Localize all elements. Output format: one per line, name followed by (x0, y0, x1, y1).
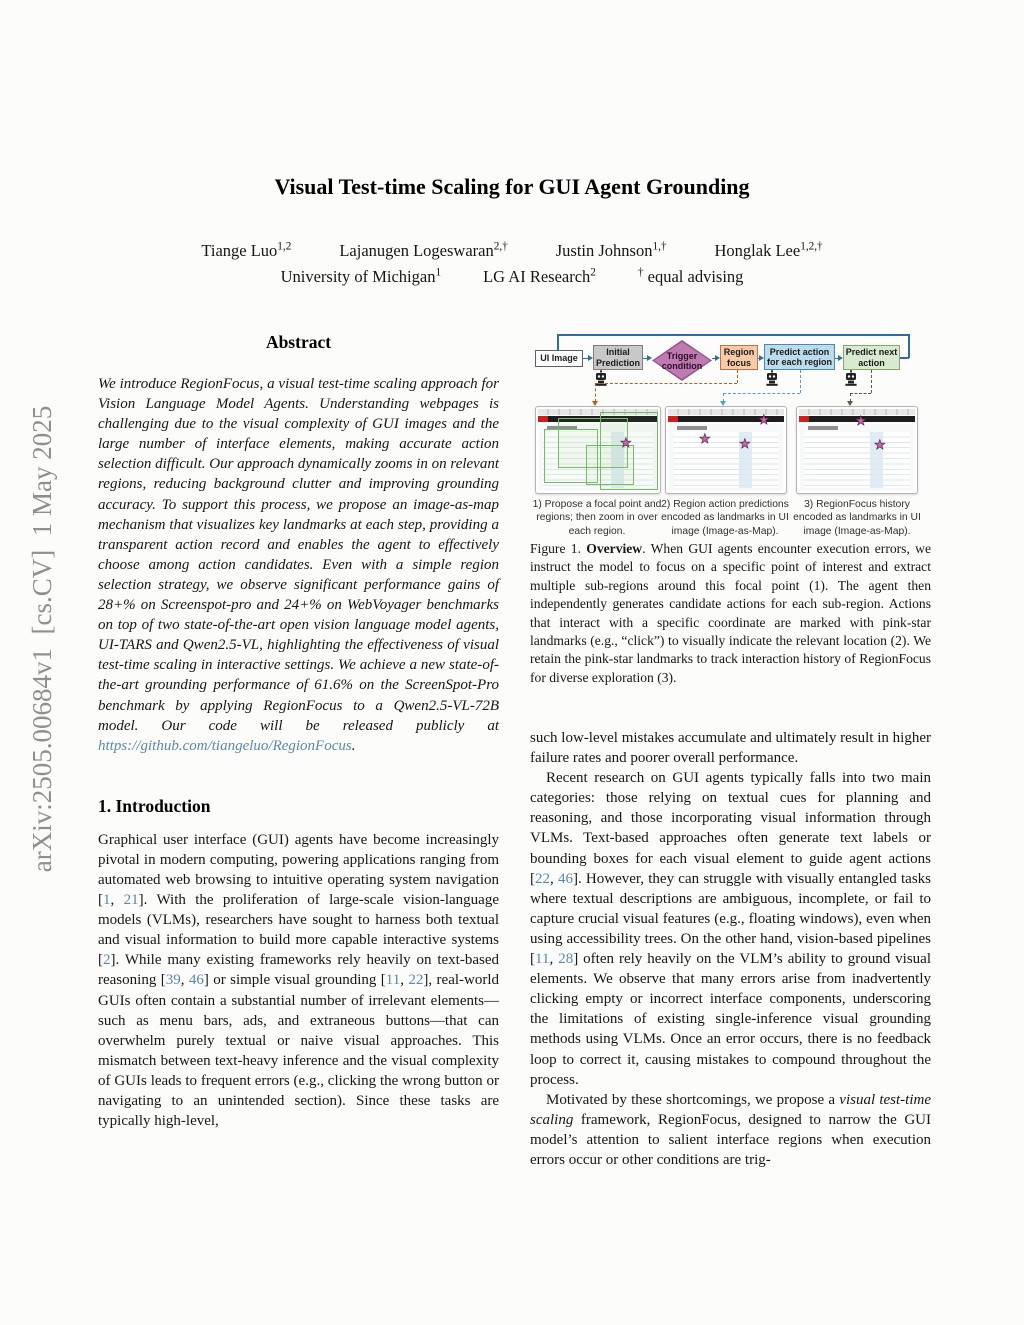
diamond-label: Trigger condition (661, 350, 703, 371)
text-run: , (550, 870, 558, 887)
site-logo (668, 416, 678, 422)
flowchart-node-initial-prediction: Initial Prediction (593, 345, 643, 370)
text-run: , (549, 951, 559, 968)
text-run: Figure 1. (530, 541, 587, 556)
connector-region-to-panel1 (595, 383, 737, 384)
text-run: . (351, 737, 356, 754)
affiliation-list (0, 267, 1024, 287)
text-run: Graphical user interface (GUI) agents have become increasingly pivotal in modern computing, powering applications ranging from automated web browsing to intuitive operating system navigation [ (98, 831, 499, 909)
stats-table (804, 432, 910, 488)
flowchart-node-trigger-condition (652, 340, 712, 381)
flowchart-node-region-focus: Region focus (720, 345, 758, 370)
paper-title: Visual Test-time Scaling for GUI Agent Grounding (274, 174, 750, 199)
equal-advising-note (638, 267, 744, 287)
citation-link[interactable]: 22 (408, 972, 424, 989)
connector-action-to-panel2 (723, 393, 800, 394)
external-link[interactable]: https://github.com/tiangeluo/RegionFocus (98, 737, 352, 754)
left-column (98, 330, 499, 1131)
affiliation-superscript: 2 (590, 266, 596, 279)
citation-link[interactable]: 11 (535, 951, 550, 968)
pink-star-icon: ★ (855, 414, 867, 429)
citation-link[interactable]: 11 (385, 972, 401, 989)
author (715, 241, 823, 261)
citation-link[interactable]: 2 (103, 952, 111, 969)
pink-star-icon: ★ (874, 438, 886, 453)
body-paragraph (530, 1090, 931, 1170)
body-paragraph (530, 768, 931, 1090)
connector-action-to-panel2 (800, 370, 801, 393)
pink-star-icon: ★ (739, 437, 751, 452)
text-run: ], real-world GUIs often contain a substantial number of irrelevant elements—such as menu bars, ads, and extraneous buttons—that can overwhelm purely textual or naive visual approaches. This mismatch between text-heavy inference and the visual complexity of GUIs leads to frequent errors (e.g., clicking the wrong button or navigating to an unintended section). Since these tasks are typically high-level, (98, 972, 500, 1130)
panel-screenshot-3 (796, 406, 918, 494)
site-logo (799, 416, 809, 422)
figure-caption (530, 540, 931, 687)
citation-link[interactable]: 39 (165, 972, 181, 989)
abstract-paragraph (98, 374, 499, 756)
text-run: , (400, 972, 409, 989)
panel-screenshot-1 (535, 406, 661, 494)
author-name: Justin Johnson (555, 241, 653, 260)
citation-link[interactable]: 1 (103, 892, 111, 909)
affiliation-name: LG AI Research (483, 267, 591, 286)
text-run: framework, RegionFocus, designed to narrow the GUI model’s attention to salient interface regions when execution errors occur or other conditions are trig- (530, 1111, 931, 1168)
connector-next-to-panel3 (850, 393, 871, 394)
affiliation-name: University of Michigan (280, 267, 436, 286)
page-heading-bar (677, 426, 707, 430)
author-list (0, 241, 1024, 261)
pink-star-icon: ★ (620, 436, 632, 451)
panel-caption-1: 1) Propose a focal point and regions; then zoom in over each region. (532, 499, 662, 537)
citation-link[interactable]: 21 (123, 892, 139, 909)
author-name: Tiange Luo (201, 241, 278, 260)
arxiv-banner: arXiv:2505.00684v1 [cs.CV] 1 May 2025 (26, 405, 57, 873)
figure-1 (530, 330, 931, 728)
loop-line-stub (900, 357, 909, 359)
author-superscript: 1,2,† (800, 240, 823, 253)
robot-icon (844, 370, 858, 386)
focus-region-box (600, 412, 658, 490)
author (201, 241, 291, 261)
body-paragraph (530, 728, 931, 768)
text-run: , (180, 972, 189, 989)
text-run: ] or simple visual grounding [ (203, 972, 386, 989)
pink-star-icon: ★ (699, 432, 711, 447)
author (339, 241, 507, 261)
text-run: Recent research on GUI agents typically falls into two main categories: those relying on textual cues for planning and reasoning, and those incorporating visual information through VLMs. Text-based approaches often generate text labels or bounding boxes for each visual element to guide agent actions [ (530, 770, 931, 887)
page-content (669, 424, 783, 490)
author-name: Honglak Lee (714, 241, 801, 260)
site-logo (538, 416, 548, 422)
citation-link[interactable]: 46 (188, 972, 204, 989)
text-run: We introduce RegionFocus, a visual test-time scaling approach for Vision Language Model Agents. Understanding webpages is challenging due to the visual complexity of GUI images and the large number of interface elements, making accurate action selection difficult. Our approach dynamically zooms in on relevant regions, reducing background clutter and improving grounding accuracy. To support this process, we propose an image-as-map mechanism that visualizes key landmarks at each step, providing a transparent action record and enables the agent to effectively choose among action candidates. Even with a simple region selection strategy, we observe significant performance gains of 28+% on Screenspot-pro and 24+% on WebVoyager benchmarks on top of two state-of-the-art open vision language model agents, UI-TARS and Qwen2.5-VL, highlighting the effectiveness of visual test-time scaling in interactive settings. We achieve a new state-of-the-art grounding performance of 61.6% on the ScreenSpot-Pro benchmark by applying RegionFocus to a Qwen2.5-VL-72B model. Our code will be released publicly at (98, 376, 499, 734)
loop-line-right (908, 334, 910, 358)
text-run: visual test-time scaling (530, 1091, 931, 1128)
text-run: ]. While many existing frameworks rely heavily on text-based reasoning [ (98, 952, 499, 989)
stats-table (673, 432, 779, 488)
affiliation-superscript: 1 (435, 266, 442, 279)
loop-line-top (557, 334, 908, 336)
text-run: ]. With the proliferation of large-scale vision-language models (VLMs), researchers have sought to harness both textual and visual information to build more capable interactive systems [ (98, 892, 499, 969)
author (556, 241, 667, 261)
citation-link[interactable]: 46 (557, 870, 573, 887)
affiliation (281, 267, 442, 287)
text-run: ]. However, they can struggle with visually entangled tasks where textual descriptions are ambiguous, incomplete, or fail to capture crucial visual features (e.g., floating windows), even when using accessibility trees. On the other hand, vision-based pipelines [ (530, 870, 932, 968)
flowchart-node-ui-image: UI Image (535, 350, 583, 367)
author-superscript: 1,† (652, 240, 667, 253)
abstract-heading: Abstract (265, 332, 332, 352)
connector-next-to-panel3 (871, 370, 872, 393)
dagger-superscript: † (637, 266, 644, 279)
panel-screenshot-2 (665, 406, 787, 494)
page-content (800, 424, 914, 490)
panel-caption-2: 2) Region action predictions encoded as landmarks in UI image (Image-as-Map). (661, 499, 789, 537)
author-name: Lajanugen Logeswaran (339, 241, 494, 260)
text-run: ] often rely heavily on the VLM’s ability to ground visual elements. We observe that many errors arise from inadvertently clicking empty or incorrect interface components, underscoring the limitations of existing single-inference visual grounding methods using VLMs. Once an error occurs, there is no feedback loop to correct it, causing mistakes to compound throughout the process. (530, 951, 932, 1088)
flowchart-node-predict-next-action: Predict next action (843, 345, 900, 370)
citation-link[interactable]: 22 (535, 870, 550, 887)
pink-star-icon: ★ (758, 413, 770, 428)
flowchart-node-predict-action: Predict action for each region (764, 344, 835, 370)
section-heading-introduction: 1. Introduction (98, 795, 211, 816)
panel-caption-3: 3) RegionFocus history encoded as landmarks in UI image (Image-as-Map). (793, 499, 921, 537)
affiliation (483, 267, 596, 287)
text-run: Overview (586, 541, 643, 556)
text-run: . When GUI agents encounter execution errors, we instruct the model to focus on a specific point of interest and extract multiple sub-regions around this focal point (1). The agent then independently generates candidate actions for each sub-region. Actions that interact with a specific coordinate are marked with pink-star landmarks (e.g., “click”) to visually indicate the relevant location (2). We retain the pink-star landmarks to track interaction history of RegionFocus for diverse exploration (3). (530, 541, 932, 685)
equal-advising-text: equal advising (643, 267, 744, 286)
page-heading-bar (808, 426, 838, 430)
text-run: , (110, 892, 124, 909)
introduction-paragraph (98, 830, 499, 1131)
connector-region-to-panel1 (737, 370, 738, 383)
flowchart (530, 330, 931, 406)
text-run: such low-level mistakes accumulate and ultimately result in higher failure rates and poorer overall performance. (530, 730, 931, 767)
robot-icon (765, 370, 779, 386)
right-column (530, 330, 931, 1170)
citation-link[interactable]: 28 (558, 951, 574, 968)
text-run: Motivated by these shortcomings, we propose a (546, 1091, 840, 1108)
author-superscript: 2,† (493, 240, 508, 253)
author-superscript: 1,2 (277, 240, 292, 253)
connector-region-to-panel1 (595, 383, 596, 402)
